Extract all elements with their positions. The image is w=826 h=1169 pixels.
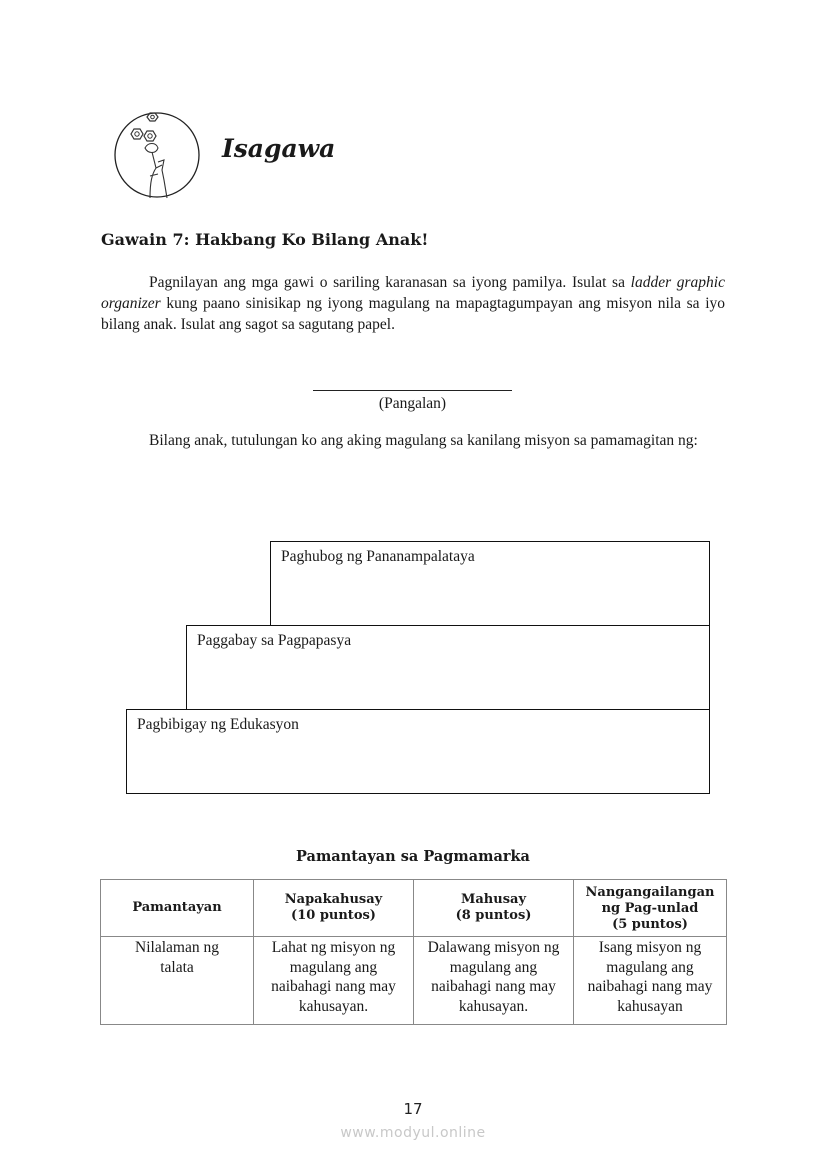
rubric-table xyxy=(100,879,727,1025)
name-label: (Pangalan) xyxy=(378,395,447,412)
watermark: www.modyul.online xyxy=(340,1125,486,1141)
name-blank-line[interactable] xyxy=(313,390,512,391)
rubric-header-nangangailangan: Nangangailangan ng Pag-unlad (5 puntos) xyxy=(574,880,727,937)
rubric-cell: Nilalaman ng talata xyxy=(101,937,254,1025)
ladder-step-top[interactable] xyxy=(270,541,710,627)
ladder-step-bottom[interactable] xyxy=(126,709,710,794)
instructions-text-end: kung paano sinisikap ng iyong magulang na mapagtagumpayan ang misyon nila sa iyo bilang anak. Isulat ang sagot sa sagutang papel. xyxy=(101,295,725,333)
instructions-text-start: Pagnilayan ang mga gawi o sariling karanasan sa iyong pamilya. Isulat sa xyxy=(149,274,631,291)
rubric-header-criteria: Pamantayan xyxy=(101,880,254,937)
rubric-title: Pamantayan sa Pagmamarka xyxy=(296,848,530,865)
rubric-cell: Isang misyon ng magulang ang naibahagi nang may kahusayan xyxy=(574,937,727,1025)
ladder-step-label: Pagbibigay ng Edukasyon xyxy=(137,716,299,733)
page-number: 17 xyxy=(403,1100,423,1118)
rubric-cell: Dalawang misyon ng magulang ang naibahagi nang may kahusayan. xyxy=(414,937,574,1025)
instructions-paragraph xyxy=(101,272,725,335)
prompt-paragraph xyxy=(101,430,725,451)
rubric-header-row xyxy=(101,880,727,937)
table-row xyxy=(101,937,727,1025)
hand-holding-gears-icon xyxy=(112,110,202,200)
ladder-step-label: Paggabay sa Pagpapasya xyxy=(197,632,352,649)
activity-title: Gawain 7: Hakbang Ko Bilang Anak! xyxy=(101,230,429,249)
instructions-italic-term: ladder graphic organizer xyxy=(101,274,725,312)
rubric-cell: Lahat ng misyon ng magulang ang naibahagi nang may kahusayan. xyxy=(254,937,414,1025)
section-title: Isagawa xyxy=(222,134,336,163)
ladder-step-middle[interactable] xyxy=(186,625,710,711)
rubric-header-mahusay: Mahusay (8 puntos) xyxy=(414,880,574,937)
rubric-header-napakahusay: Napakahusay (10 puntos) xyxy=(254,880,414,937)
prompt-text: Bilang anak, tutulungan ko ang aking magulang sa kanilang misyon sa pamamagitan ng: xyxy=(149,432,698,449)
ladder-step-label: Paghubog ng Pananampalataya xyxy=(281,548,475,565)
